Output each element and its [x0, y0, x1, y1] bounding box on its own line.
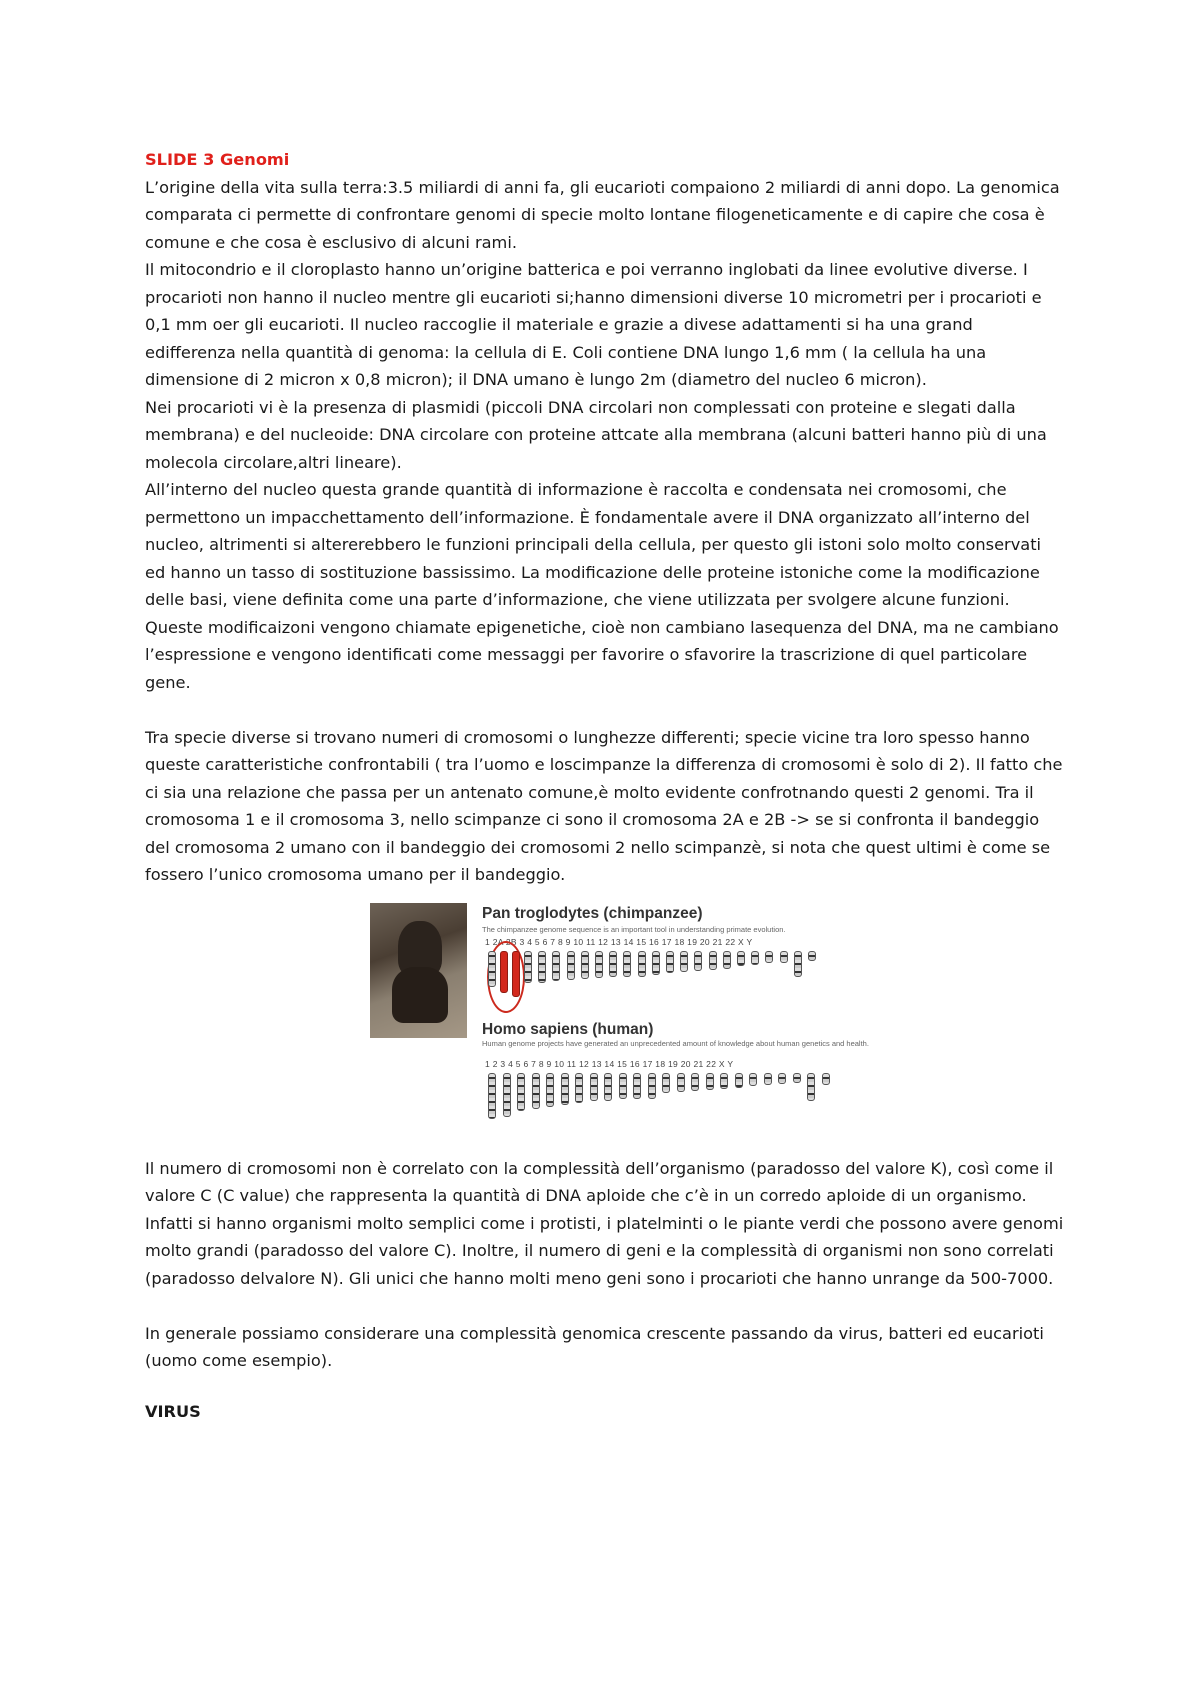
human-chromosome: [648, 1073, 656, 1099]
spacer: [145, 1375, 1065, 1403]
human-chromosome: [590, 1073, 598, 1101]
chimp-chromosome: [666, 951, 674, 973]
human-chromosome: [720, 1073, 728, 1089]
human-chromosome: [807, 1073, 815, 1101]
chimp-chromosome-numbers: 1 2A 2B 3 4 5 6 7 8 9 10 11 12 13 14 15 16 17 18 19 20 21 22 X Y: [485, 936, 753, 947]
chimp-chromosome: [538, 951, 546, 983]
human-chromosome: [706, 1073, 714, 1090]
chimp-chromosome: [552, 951, 560, 981]
chimp-chromosome: [765, 951, 773, 963]
human-chromosome: [822, 1073, 830, 1085]
paragraph-prokaryotes: Nei procarioti vi è la presenza di plasmidi (piccoli DNA circolari non complessati con proteine e slegati dalla membrana) e del nucleoide: DNA circolare con proteine attcate alla membrana (alcuni batteri hanno più di una molecola circolare,altri lineare).: [145, 397, 1047, 472]
human-chromosome: [764, 1073, 772, 1085]
chimp-karyotype-title: Pan troglodytes (chimpanzee): [482, 904, 703, 922]
chimp-chromosome: [751, 951, 759, 965]
human-chromosome: [488, 1073, 496, 1119]
chimp-chromosome: [595, 951, 603, 978]
chimp-karyotype-subtitle: The chimpanzee genome sequence is an important tool in understanding primate evolution.: [482, 924, 786, 934]
paragraph-mitochondria: Il mitocondrio e il cloroplasto hanno un’origine batterica e poi verranno inglobati da linee evolutive diverse. I procarioti non hanno il nucleo mentre gli eucarioti si;hanno dimensioni diverse 10 micrometri per i procarioti e 0,1 mm oer gli eucarioti. Il nucleo raccoglie il materiale e grazie a divese adattamenti si ha una grand edifferenza nella quantità di genoma: la cellula di E. Coli contiene DNA lungo 1,6 mm ( la cellula ha una dimensione di 2 micron x 0,8 micron); il DNA umano è lungo 2m (diametro del nucleo 6 micron).: [145, 260, 1042, 389]
human-chromosome: [575, 1073, 583, 1103]
paragraph-c-value: Il numero di cromosomi non è correlato con la complessità dell’organismo (paradosso del valore K), così come il valore C (C value) che rappresenta la quantità di DNA aploide che c’è in un corredo aploide di un organismo. Infatti si hanno organismi molto semplici come i protisti, i platelminti o le piante verdi che possono avere genomi molto grandi (paradosso del valore C). Inoltre, il numero di geni e la complessità di organismi non sono correlati (paradosso delvalore N). Gli unici che hanno molti meno geni sono i procarioti che hanno unrange da 500-7000.: [145, 1158, 1064, 1288]
chimp-chromosome: [638, 951, 646, 977]
chimp-chromosome: [567, 951, 575, 980]
human-chromosome: [691, 1073, 699, 1091]
paragraph-genomic-complexity: In generale possiamo considerare una complessità genomica crescente passando da virus, batteri ed eucarioti (uomo come esempio).: [145, 1323, 1044, 1370]
paragraph-origin: L’origine della vita sulla terra:3.5 miliardi di anni fa, gli eucarioti compaiono 2 miliardi di anni dopo. La genomica comparata ci permette di confrontare genomi di specie molto lontane filogeneticamente e di capire che cosa è comune e che cosa è esclusivo di alcuni rami.: [145, 177, 1060, 252]
human-chromosome: [778, 1073, 786, 1084]
human-chromosome: [619, 1073, 627, 1099]
spacer: [145, 696, 1065, 724]
human-chromosome: [677, 1073, 685, 1092]
human-chromosome: [793, 1073, 801, 1083]
human-chromosome: [633, 1073, 641, 1099]
human-chromosome: [517, 1073, 525, 1111]
human-karyotype-title: Homo sapiens (human): [482, 1020, 654, 1038]
slide-title: SLIDE 3 Genomi: [145, 150, 290, 169]
paragraph-chromosomes: All’interno del nucleo questa grande quantità di informazione è raccolta e condensata nei cromosomi, che permettono un impacchettamento dell’informazione. È fondamentale avere il DNA organizzato all’interno del nucleo, altrimenti si altererebbero le funzioni principali della cellula, per questo gli istoni solo molto conservati ed hanno un tasso di sostituzione bassissimo. La modificazione delle proteine istoniche come la modificazione delle basi, viene definita come una parte d’informazione, che viene utilizzata per svolgere alcune funzioni. Queste modificaizoni vengono chiamate epigenetiche, cioè non cambiano lasequenza del DNA, ma ne cambiano l’espressione e vengono identificati come messaggi per favorire o sfavorire la trascrizione di quel particolare gene.: [145, 480, 1059, 692]
human-chromosome: [546, 1073, 554, 1107]
chimp-body-shape: [392, 967, 448, 1023]
chimp-chromosome: [609, 951, 617, 977]
chimp-chromosome: [680, 951, 688, 972]
human-chromosome: [662, 1073, 670, 1093]
chimp-chromosome: [780, 951, 788, 963]
chimp-chromosome: [737, 951, 745, 966]
chimpanzee-photo: [370, 903, 467, 1038]
chimp-chromosome: [500, 951, 508, 993]
human-chromosome-numbers: 1 2 3 4 5 6 7 8 9 10 11 12 13 14 15 16 17 18 19 20 21 22 X Y: [485, 1058, 734, 1069]
human-chromosome: [604, 1073, 612, 1101]
spacer: [145, 1292, 1065, 1320]
chimp-chromosome: [694, 951, 702, 971]
chimp-chromosome: [794, 951, 802, 977]
chimp-chromosome: [808, 951, 816, 961]
chimp-chromosome: [524, 951, 532, 983]
human-chromosome: [735, 1073, 743, 1088]
human-karyotype-subtitle: Human genome projects have generated an unprecedented amount of knowledge about human genetics and health.: [482, 1038, 869, 1048]
chimp-chromosome: [723, 951, 731, 969]
chimp-chromosome: [512, 951, 520, 997]
human-chromosome: [749, 1073, 757, 1086]
chimp-chromosome: [581, 951, 589, 979]
document-page: [145, 146, 1065, 1421]
human-chromosome: [532, 1073, 540, 1109]
chimp-chromosome: [709, 951, 717, 970]
chimp-chromosome: [488, 951, 496, 987]
chimp-chromosome: [623, 951, 631, 977]
section-heading-virus: VIRUS: [145, 1402, 201, 1421]
karyotype-figure: [370, 903, 910, 1143]
human-chromosome: [503, 1073, 511, 1117]
paragraph-species-comparison: Tra specie diverse si trovano numeri di cromosomi o lunghezze differenti; specie vicine tra loro spesso hanno queste caratteristiche confrontabili ( tra l’uomo e loscimpanze la differenza di cromosomi è solo di 2). Il fatto che ci sia una relazione che passa per un antenato comune,è molto evidente confrotnando questi 2 genomi. Tra il cromosoma 1 e il cromosoma 3, nello scimpanze ci sono il cromosoma 2A e 2B -> se si confronta il bandeggio del cromosoma 2 umano con il bandeggio dei cromosomi 2 nello scimpanzè, si nota che quest ultimi è come se fossero l’unico cromosoma umano per il bandeggio.: [145, 727, 1063, 884]
chimp-chromosome: [652, 951, 660, 975]
human-chromosome: [561, 1073, 569, 1105]
